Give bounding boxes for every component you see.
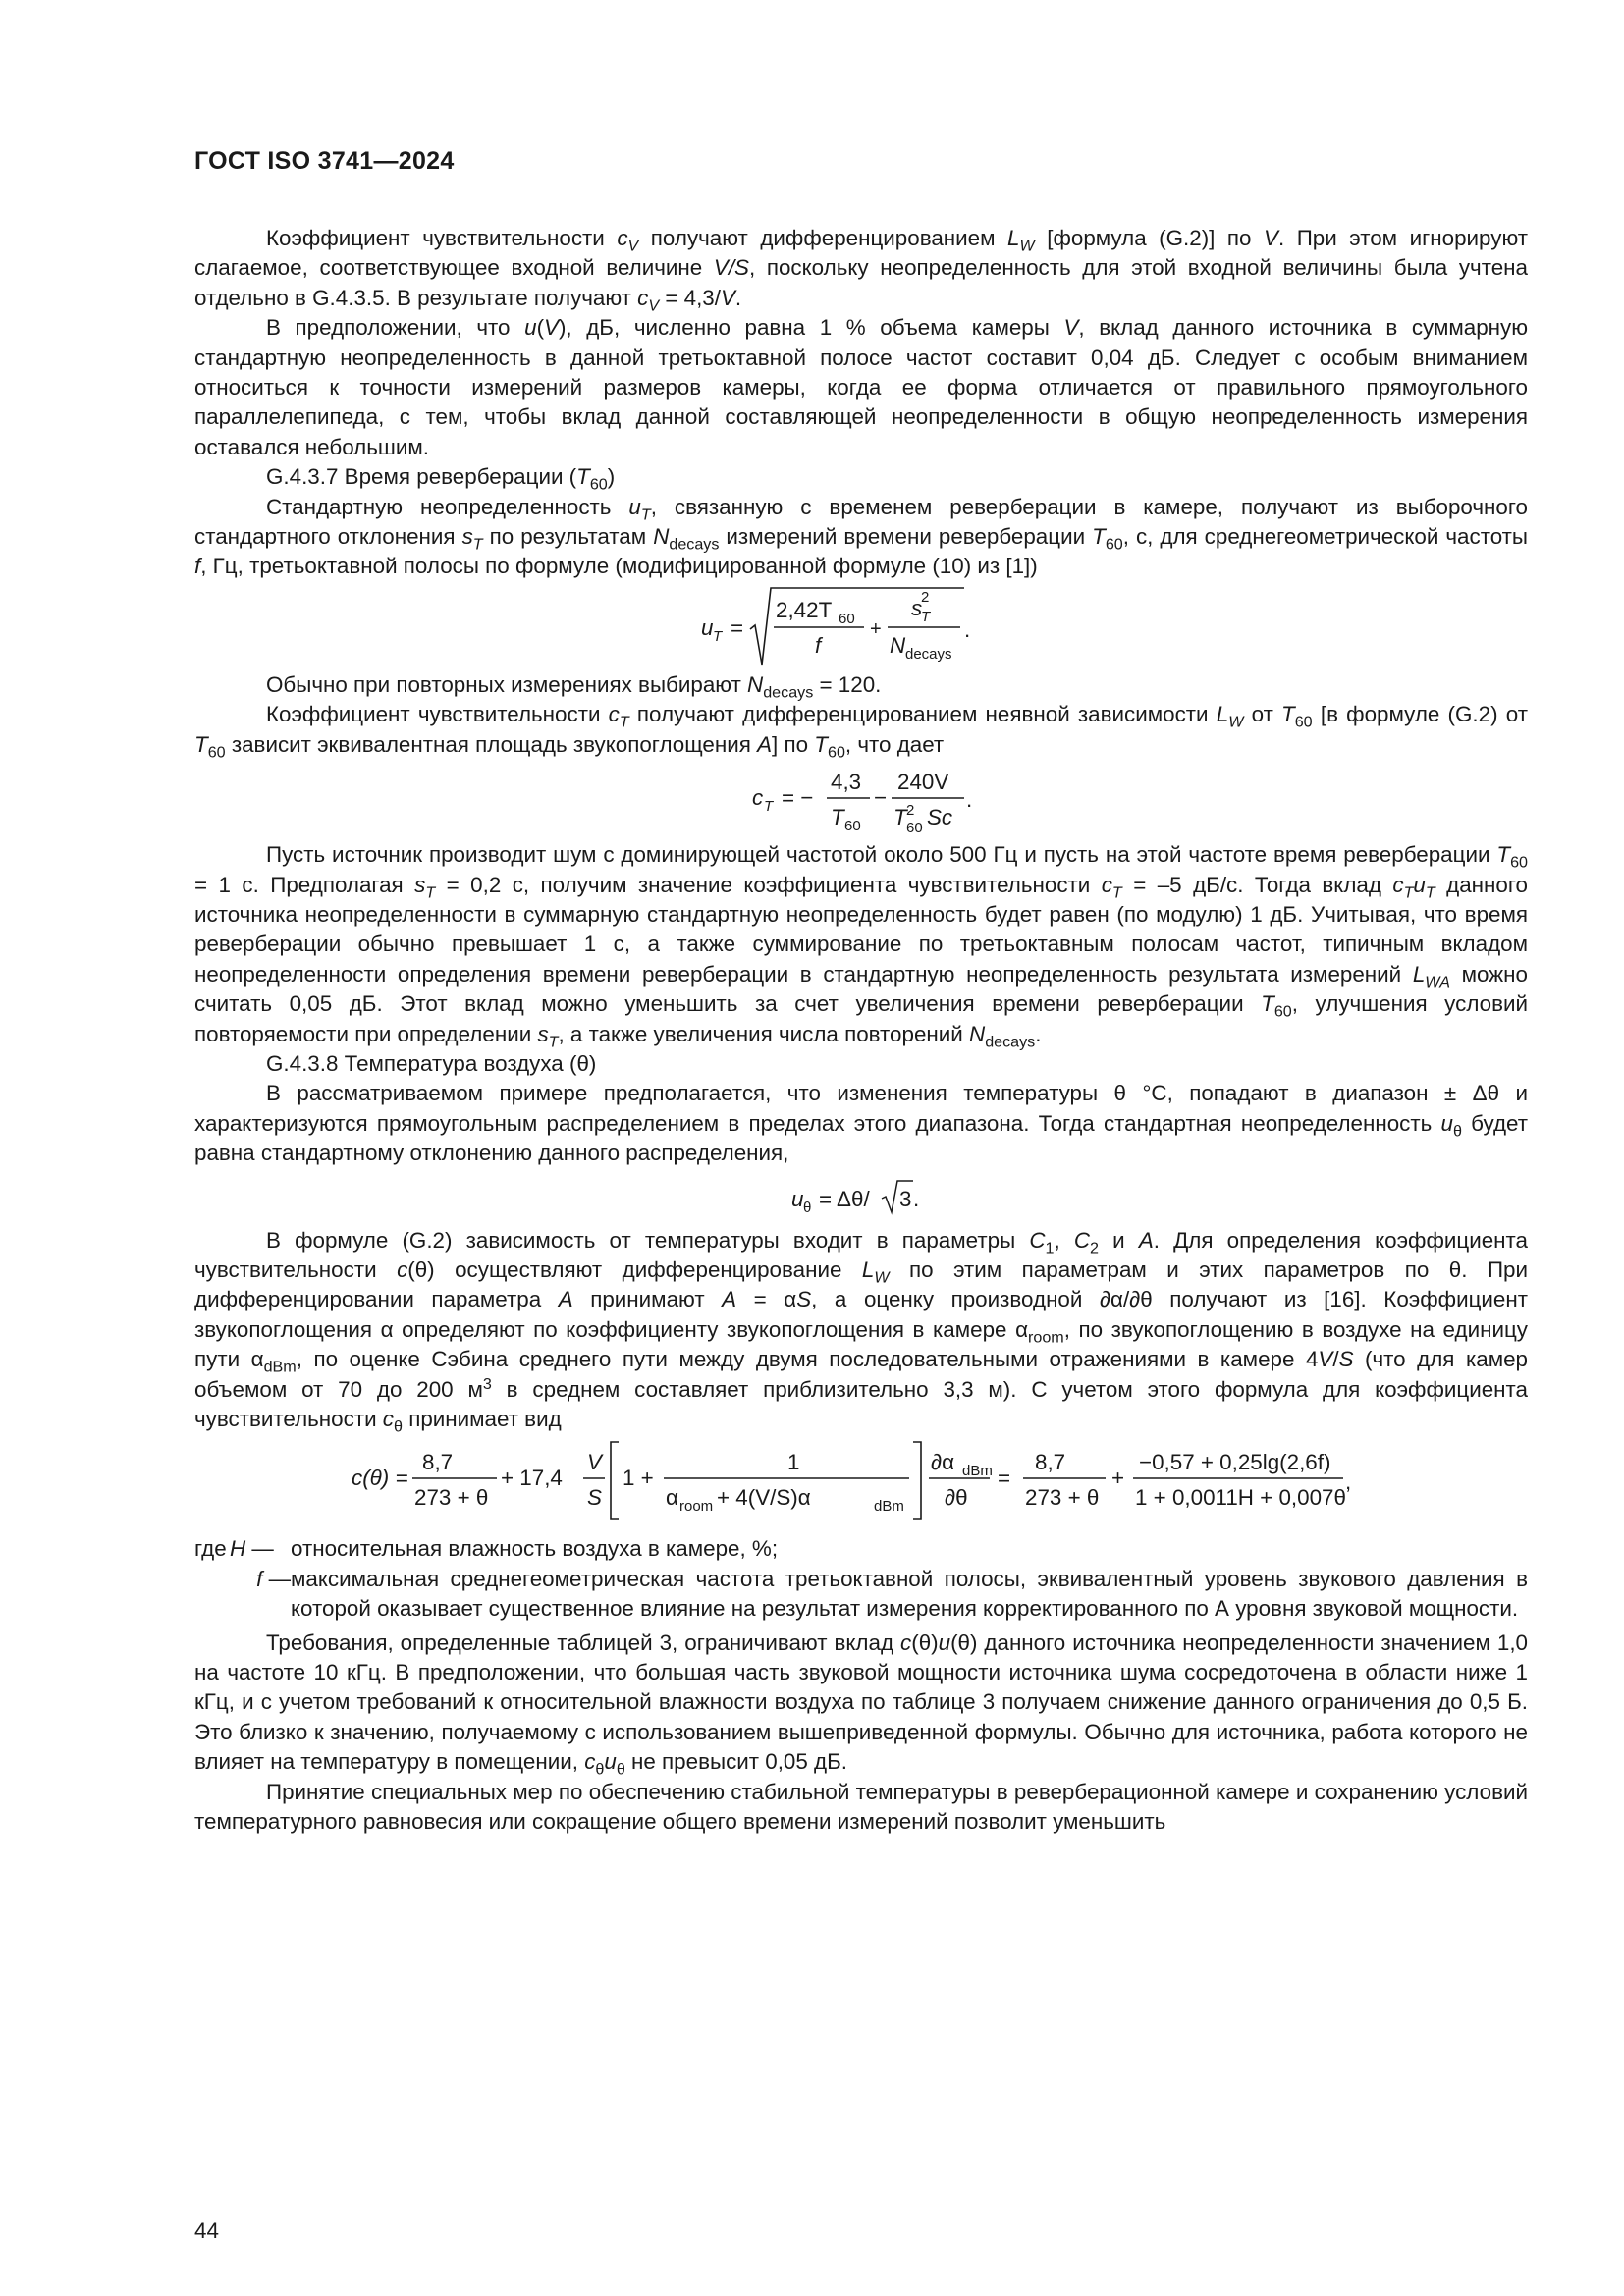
- text-run: = 1 с. Предполагая: [194, 872, 415, 897]
- text-run: G.4.3.8 Температура воздуха (θ): [266, 1050, 597, 1076]
- where-symbol: f —: [256, 1566, 291, 1591]
- text-run: u: [604, 1749, 617, 1775]
- text-run: , связанную с временем реверберации в камере, получают из выборочного стандартного отклонения: [194, 494, 1529, 550]
- subscript: θ: [1452, 1122, 1462, 1141]
- formula-text: .: [913, 1186, 920, 1211]
- paragraph: [194, 224, 1528, 313]
- text-run: c: [617, 226, 628, 250]
- text-run: A: [558, 1287, 573, 1312]
- text-run: , по звукопоглощению в воздухе на единицу пути α: [194, 1316, 1528, 1372]
- text-run: L: [1007, 226, 1020, 250]
- text-run: , Гц, третьоктавной полосы по формуле (модифицированной формуле (10) из [1]): [200, 554, 1038, 579]
- formula-text: S: [587, 1485, 602, 1511]
- text-run: V: [1318, 1347, 1333, 1372]
- formula-text: u: [701, 614, 714, 640]
- text-run: .: [734, 285, 742, 310]
- subscript: θ: [394, 1417, 403, 1436]
- text-run: s: [414, 872, 426, 897]
- text-run: [в формуле (G.2) от: [1312, 702, 1528, 727]
- subscript: T: [1111, 883, 1122, 902]
- formula-text: decays: [905, 645, 952, 663]
- text-run: V: [544, 315, 559, 341]
- text-run: .: [1035, 1021, 1042, 1046]
- right-bracket: [913, 1442, 921, 1519]
- text-run: /: [1332, 1347, 1339, 1372]
- formula-text: ∂α: [931, 1450, 955, 1475]
- text-run: Стандартную неопределенность: [266, 494, 629, 519]
- text-run: получают дифференцированием неявной зависимости: [628, 702, 1217, 727]
- text-run: c: [584, 1749, 596, 1775]
- text-run: N: [653, 524, 670, 550]
- text-run: T: [1261, 991, 1274, 1017]
- formula-uT: [194, 582, 1528, 670]
- formula-text: θ: [803, 1199, 812, 1216]
- text-run: N: [969, 1021, 986, 1046]
- paragraph: [194, 670, 1528, 700]
- text-run: ] по: [772, 731, 815, 757]
- formula-text: 60: [839, 610, 855, 627]
- formula-text: T: [921, 608, 931, 625]
- text-run: (: [536, 315, 545, 341]
- subscript: T: [619, 713, 629, 731]
- formula-text: N: [890, 632, 906, 658]
- subscript: dBm: [263, 1358, 297, 1376]
- text-run: c: [1101, 872, 1112, 897]
- subscript: θ: [616, 1760, 625, 1779]
- paragraph: [194, 313, 1528, 462]
- subscript: decays: [763, 683, 814, 702]
- where-prefix: [194, 1565, 230, 1625]
- text-run: V: [1264, 226, 1278, 250]
- formula-text: 2: [906, 802, 915, 820]
- subscript: V: [627, 237, 639, 255]
- text-run: ), дБ, численно равна 1 % объема камеры: [558, 315, 1064, 341]
- text-run: . При этом игнорируют слагаемое, соответствующее входной величине: [194, 226, 1528, 281]
- text-run: в среднем составляет приблизительно 3,3 м). С учетом этого формула для коэффициента чувствительности: [194, 1376, 1529, 1431]
- text-run: , улучшения условий повторяемости при определении: [194, 991, 1528, 1046]
- text-run: , поскольку неопределенность для этой входной величины была учтена отдельно в G.4.3.5. В результате получают: [194, 255, 1528, 310]
- text-run: T: [194, 731, 208, 757]
- text-run: c: [608, 702, 620, 727]
- formula-text: 2,42T: [776, 597, 833, 622]
- text-run: A: [757, 731, 773, 757]
- paragraph: [194, 1629, 1528, 1778]
- formula-text: .: [966, 787, 973, 813]
- text-run: s: [537, 1021, 549, 1046]
- formula-text: + 4(V/S)α: [717, 1485, 811, 1511]
- formula-text: f: [815, 632, 822, 658]
- paragraph: [194, 493, 1528, 582]
- subscript: 60: [827, 743, 845, 762]
- text-run: c: [397, 1256, 408, 1282]
- subscript: T: [640, 506, 651, 524]
- formula-text: 60: [844, 818, 861, 835]
- text-run: получают дифференцированием: [638, 226, 1008, 250]
- text-run: [формула (G.2)] по: [1034, 226, 1265, 250]
- text-run: u: [524, 315, 537, 341]
- text-run: можно считать 0,05 дБ. Этот вклад можно уменьшить за счет увеличения времени реверберации: [194, 961, 1528, 1017]
- formula-text: T: [764, 798, 774, 816]
- text-run: = –5 дБ/с. Тогда вклад: [1121, 872, 1393, 897]
- formula-text: = −: [782, 785, 814, 811]
- formula-text: c(θ) =: [352, 1466, 408, 1491]
- text-run: = 120.: [813, 671, 882, 697]
- formula-text: 1 +: [623, 1466, 654, 1491]
- text-run: C: [1029, 1227, 1046, 1253]
- text-run: принимает вид: [402, 1407, 562, 1431]
- formula-text: 8,7: [422, 1450, 454, 1475]
- formula-text: dBm: [962, 1463, 993, 1480]
- superscript: 3: [482, 1374, 492, 1393]
- subscript: 60: [1105, 535, 1123, 554]
- text-run: , а оценку производной ∂α/∂θ получают из [16]. Коэффициент звукопоглощения α определяют по коэффициенту звукопоглощения в камере α: [194, 1287, 1528, 1342]
- formula-text: 2: [921, 588, 930, 606]
- formula-text: dBm: [874, 1498, 904, 1516]
- where-definition: максимальная среднегеометрическая частота третьоктавной полосы, эквивалентный уровень звукового давления в которой оказывает существенное влияние на результат измерения корректированного по А уровня звуковой мощности.: [291, 1566, 1528, 1622]
- text-run: Обычно при повторных измерениях выбирают: [266, 671, 748, 697]
- subscript: 60: [1294, 713, 1313, 731]
- text-run: c: [637, 285, 649, 310]
- page-number: 44: [194, 2218, 219, 2243]
- text-run: Принятие специальных мер по обеспечению стабильной температуры в реверберационной камере и сохранению условий температурного равновесия или сокращение общего времени измерений позволит уменьшить: [194, 1779, 1528, 1835]
- text-run: ): [607, 464, 616, 490]
- formula-text: +: [870, 617, 882, 640]
- text-run: ,: [1054, 1227, 1074, 1253]
- text-run: В рассматриваемом примере предполагается, что изменения температуры θ °С, попадают в диапазон ± Δθ и характеризуются прямоугольным распределением в пределах этого диапазона. Тогда стандартная неопределенность: [194, 1081, 1528, 1136]
- text-run: T: [1092, 524, 1106, 550]
- subscript: W: [1228, 713, 1244, 731]
- formula-text: ∂θ: [945, 1485, 968, 1511]
- subscript: decays: [985, 1033, 1036, 1051]
- formula-text: c: [752, 785, 764, 811]
- subscript: W: [874, 1268, 890, 1287]
- formula-text: room: [679, 1498, 714, 1516]
- text-run: S: [796, 1287, 812, 1312]
- text-run: V: [720, 285, 735, 310]
- formula-text: V: [587, 1450, 602, 1475]
- text-run: по результатам: [482, 524, 654, 550]
- formula-text: Sc: [927, 805, 953, 830]
- formula-text: u: [791, 1186, 804, 1211]
- formula-text: 1: [787, 1450, 800, 1475]
- subscript: 60: [1273, 1002, 1292, 1021]
- where-symbol: H —: [230, 1536, 274, 1562]
- paragraph: [194, 700, 1528, 760]
- formula-cT: [194, 760, 1528, 840]
- paragraph: [194, 1079, 1528, 1168]
- subscript: 2: [1090, 1239, 1099, 1257]
- formula-text: −: [874, 785, 888, 811]
- text-run: L: [861, 1256, 875, 1282]
- document-header: ГОСТ ISO 3741—2024: [194, 147, 455, 175]
- formula-text: T: [893, 805, 907, 830]
- subscript: 60: [589, 475, 608, 494]
- formula-text: 273 + θ: [1025, 1485, 1100, 1511]
- text-run: T: [1281, 702, 1295, 727]
- text-run: В предположении, что: [266, 315, 525, 341]
- text-run: s: [461, 524, 473, 550]
- formula-text: α: [666, 1485, 678, 1511]
- text-run: = α: [736, 1287, 797, 1312]
- text-run: измерений времени реверберации: [719, 524, 1093, 550]
- section-heading: [194, 1049, 1528, 1079]
- formula-text: .: [964, 616, 971, 642]
- subscript: W: [1019, 237, 1035, 255]
- where-definition: относительная влажность воздуха в камере, %;: [291, 1536, 779, 1562]
- formula-text: 60: [906, 820, 923, 837]
- text-run: Коэффициент чувствительности: [266, 702, 609, 727]
- subscript: θ: [595, 1760, 605, 1779]
- formula-text: ,: [1345, 1469, 1352, 1495]
- text-run: u: [938, 1629, 951, 1655]
- formula-text: 1 + 0,0011H + 0,007θ: [1135, 1485, 1346, 1511]
- text-run: , с, для среднегеометрической частоты: [1122, 524, 1529, 550]
- text-run: = 4,3/: [659, 285, 721, 310]
- formula-text: +: [1111, 1466, 1125, 1491]
- text-run: T: [576, 464, 590, 490]
- subscript: T: [1403, 883, 1414, 902]
- subscript: T: [425, 883, 436, 902]
- text-run: c: [1392, 872, 1404, 897]
- paragraph: [194, 840, 1528, 1049]
- formula-text: T: [713, 627, 723, 645]
- subscript: 60: [207, 743, 226, 762]
- text-run: , а также увеличения числа повторений: [558, 1021, 970, 1046]
- text-run: не превысит 0,05 дБ.: [624, 1749, 848, 1775]
- text-run: T: [1496, 842, 1511, 868]
- text-run: f: [194, 554, 201, 579]
- formula-text: 8,7: [1035, 1450, 1066, 1475]
- text-run: c: [382, 1407, 394, 1431]
- text-run: L: [1412, 961, 1426, 987]
- formula-text: =: [731, 614, 744, 640]
- text-run: , вклад данного источника в суммарную стандартную неопределенность в данной третьоктавной полосе частот составит 0,04 дБ. Следует с особым вниманием относиться к точности измерений размеров камеры, когда ее форма отличается от правильного прямоугольного параллелепипеда, с тем, чтобы вклад данной составляющей неопределенности в общую неопределенность измерения оставался небольшим.: [194, 315, 1528, 459]
- text-run: c: [900, 1629, 912, 1655]
- text-run: В формуле (G.2) зависимость от температуры входит в параметры: [266, 1227, 1030, 1253]
- text-run: . Для определения коэффициента чувствительности: [194, 1227, 1528, 1282]
- text-run: = 0,2 с, получим значение коэффициента чувствительности: [435, 872, 1102, 897]
- formula-text: = Δθ/: [819, 1186, 870, 1211]
- formula-text: + 17,4: [501, 1466, 563, 1491]
- text-run: G.4.3.7 Время реверберации (: [266, 464, 577, 490]
- text-run: L: [1216, 702, 1229, 727]
- formula-text: s: [911, 595, 923, 620]
- text-run: принимают: [572, 1287, 723, 1312]
- section-heading: [194, 462, 1528, 492]
- text-run: , по оценке Сэбина среднего пути между двумя последовательными отражениями в камере 4: [296, 1347, 1319, 1372]
- text-run: C: [1073, 1227, 1091, 1253]
- formula-ctheta: [194, 1434, 1528, 1528]
- subscript: T: [472, 535, 483, 554]
- formula-text: 3: [899, 1186, 912, 1211]
- text-run: , что дает: [844, 731, 945, 757]
- text-run: T: [814, 731, 828, 757]
- subscript: decays: [669, 535, 720, 554]
- where-list: [194, 1534, 1528, 1624]
- text-run: данного источника неопределенности в суммарную стандартную неопределенность будет равен (по модулю) 1 дБ. Учитывая, что время реверберации обычно превышает 1 с, а также суммирование по третьоктавным полосам частот, типичным вкладом неопределенности определения времени реверберации в стандартную неопределенность результата измерений: [194, 872, 1528, 987]
- subscript: 1: [1045, 1239, 1055, 1257]
- where-prefix: где: [194, 1536, 227, 1562]
- paragraph: [194, 1226, 1528, 1435]
- text-run: A: [722, 1287, 737, 1312]
- text-run: зависит эквивалентная площадь звукопоглощения: [225, 731, 758, 757]
- text-run: от: [1243, 702, 1282, 727]
- formula-text: =: [998, 1466, 1011, 1491]
- text-run: по этим параметрам и этих параметров по θ. При дифференцировании параметра: [194, 1256, 1529, 1312]
- formula-text: T: [831, 805, 844, 830]
- text-run: Требования, определенные таблицей 3, ограничивают вклад: [266, 1629, 901, 1655]
- text-run: u: [1440, 1110, 1453, 1136]
- subscript: T: [548, 1033, 559, 1051]
- text-run: V: [1063, 315, 1079, 341]
- document-body: [194, 224, 1528, 1837]
- formula-text: 240V: [897, 770, 949, 795]
- formula-text: 273 + θ: [414, 1485, 489, 1511]
- left-bracket: [611, 1442, 619, 1519]
- text-run: V/S: [713, 255, 749, 281]
- formula-utheta: [194, 1169, 1528, 1226]
- text-run: (θ) данного источника неопределенности значением 1,0 на частоте 10 кГц. В предположении, что большая часть звуковой мощности источника шума сосредоточена в области ниже 1 кГц, и с учетом требований к относительной влажности воздуха по таблице 3 получаем снижение данного ограничения до 0,5 Б. Это близко к значению, получаемому с использованием вышеприведенной формулы. Обычно для источника, работа которого не влияет на температуру в помещении,: [194, 1629, 1528, 1775]
- text-run: (что для камер объемом от 70 до 200 м: [194, 1347, 1528, 1402]
- subscript: V: [648, 296, 660, 315]
- text-run: Пусть источник производит шум с доминирующей частотой около 500 Гц и пусть на этой частоте время реверберации: [266, 842, 1497, 868]
- text-run: N: [747, 671, 764, 697]
- paragraph: [194, 1778, 1528, 1838]
- text-run: S: [1338, 1347, 1354, 1372]
- text-run: A: [1138, 1227, 1154, 1253]
- subscript: 60: [1510, 853, 1528, 872]
- text-run: Коэффициент чувствительности: [266, 226, 618, 250]
- subscript: WA: [1425, 973, 1450, 991]
- text-run: (θ): [911, 1629, 939, 1655]
- text-run: и: [1099, 1227, 1139, 1253]
- subscript: T: [1425, 883, 1435, 902]
- text-run: (θ) осуществляют дифференцирование: [407, 1256, 862, 1282]
- text-run: u: [1413, 872, 1426, 897]
- subscript: room: [1028, 1328, 1064, 1347]
- formula-text: 4,3: [831, 770, 862, 795]
- text-run: будет равна стандартному отклонению данного распределения,: [194, 1110, 1528, 1166]
- text-run: u: [628, 494, 641, 519]
- formula-text: −0,57 + 0,25lg(2,6f): [1139, 1450, 1331, 1475]
